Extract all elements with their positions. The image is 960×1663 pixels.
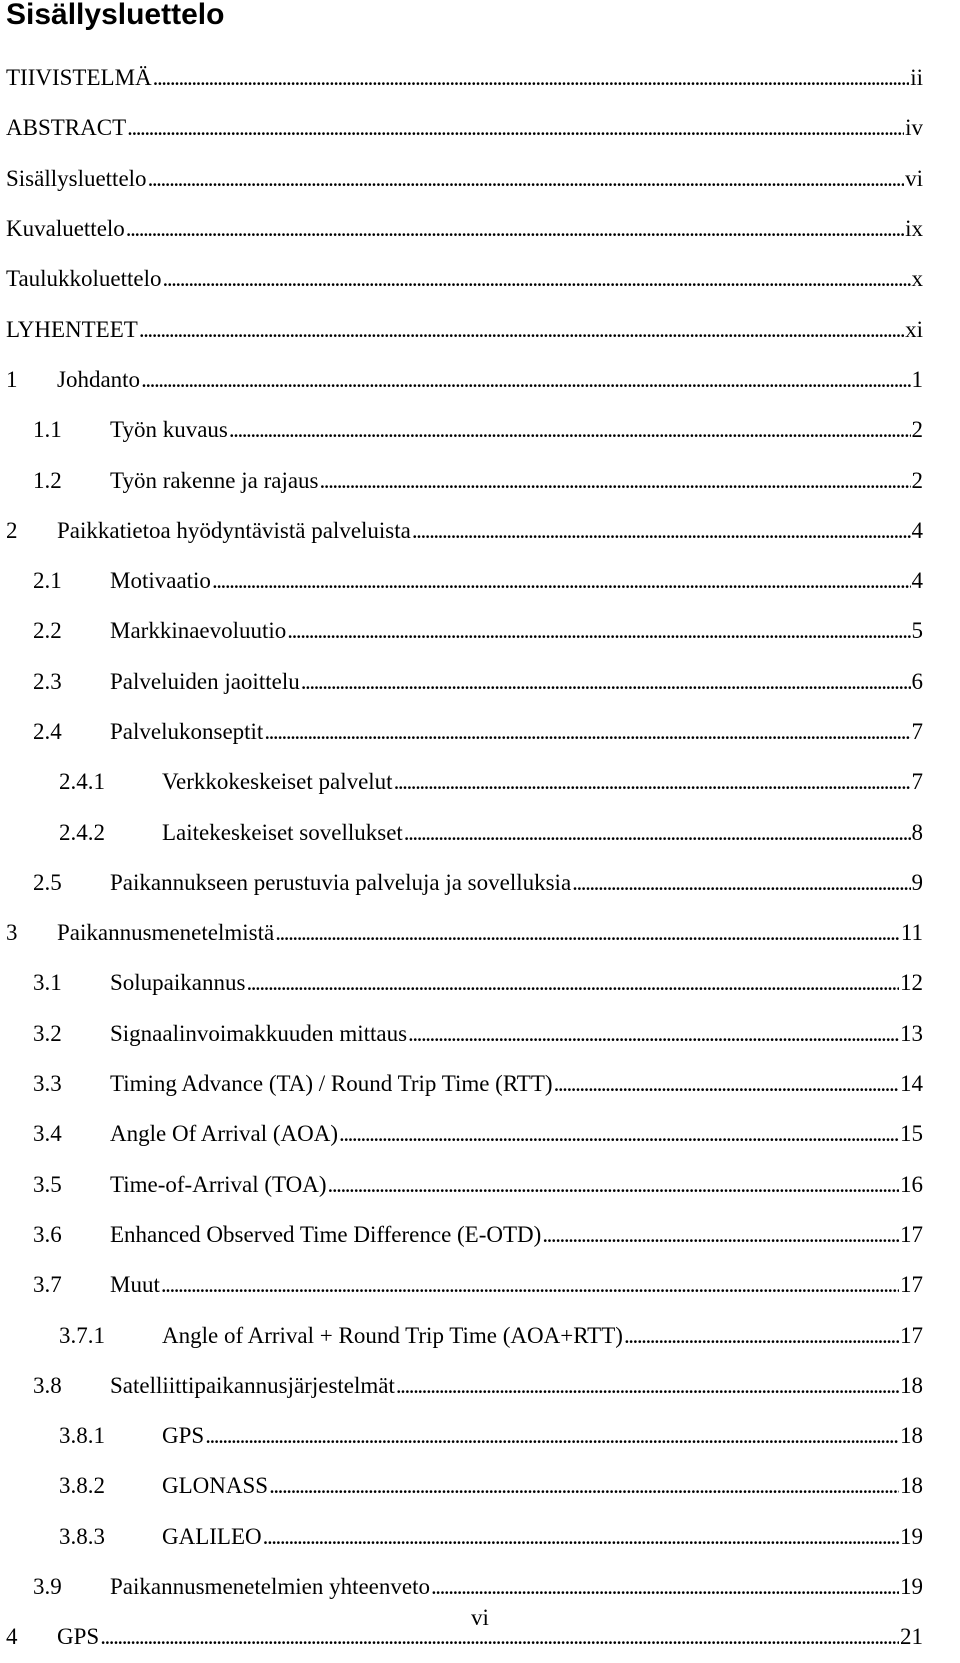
toc-entry-page: 21 bbox=[900, 1624, 923, 1650]
dot-leader bbox=[287, 617, 910, 645]
toc-entry-number: 1 bbox=[6, 366, 18, 392]
dot-leader bbox=[212, 567, 911, 595]
toc-entry-number: 3.7 bbox=[33, 1272, 62, 1298]
toc-entry[interactable] bbox=[6, 908, 923, 958]
toc-entry-number: 3.4 bbox=[33, 1121, 62, 1147]
toc-entry[interactable] bbox=[6, 707, 923, 757]
toc-entry[interactable] bbox=[6, 304, 923, 354]
toc-entry[interactable] bbox=[6, 1009, 923, 1059]
dot-leader bbox=[408, 1020, 899, 1048]
toc-entry-number: 2.2 bbox=[33, 618, 62, 644]
toc-entry-number: 3.8.2 bbox=[59, 1473, 105, 1499]
toc-entry-page: ix bbox=[905, 216, 923, 242]
dot-leader bbox=[163, 265, 911, 293]
toc-entry-page: 19 bbox=[900, 1574, 923, 1600]
toc-entry-title: Työn kuvaus bbox=[110, 417, 228, 443]
toc-entry-title: LYHENTEET bbox=[6, 316, 138, 342]
dot-leader bbox=[404, 819, 911, 847]
toc-entry-number: 3 bbox=[6, 920, 18, 946]
toc-entry[interactable] bbox=[6, 606, 923, 656]
toc-entry-page: 18 bbox=[900, 1423, 923, 1449]
toc-entry-title: Laitekeskeiset sovellukset bbox=[162, 819, 403, 845]
toc-entry[interactable] bbox=[6, 1411, 923, 1461]
dot-leader bbox=[339, 1120, 899, 1148]
toc-entry[interactable] bbox=[6, 405, 923, 455]
toc-entry[interactable] bbox=[6, 858, 923, 908]
toc-entry[interactable] bbox=[6, 556, 923, 606]
toc-entry[interactable] bbox=[6, 958, 923, 1008]
toc-entry-number: 3.8.3 bbox=[59, 1523, 105, 1549]
toc-entry-title: GPS bbox=[162, 1423, 205, 1449]
toc-entry-page: 17 bbox=[900, 1272, 923, 1298]
toc-entry-page: 18 bbox=[900, 1473, 923, 1499]
dot-leader bbox=[412, 517, 911, 545]
toc-entry-title: Johdanto bbox=[57, 366, 141, 392]
toc-entry-title: Satelliittipaikannusjärjestelmät bbox=[110, 1372, 395, 1398]
dot-leader bbox=[431, 1573, 899, 1601]
toc-entry-number: 3.8.1 bbox=[59, 1423, 105, 1449]
toc-entry-title: Markkinaevoluutio bbox=[110, 618, 287, 644]
toc-entry-page: 18 bbox=[900, 1372, 923, 1398]
dot-leader bbox=[161, 1271, 899, 1299]
toc-entry[interactable] bbox=[6, 103, 923, 153]
toc-entry[interactable] bbox=[6, 807, 923, 857]
toc-entry-number: 3.1 bbox=[33, 970, 62, 996]
toc-entry-title: Palvelukonseptit bbox=[110, 719, 264, 744]
toc-entry-page: 13 bbox=[900, 1020, 923, 1046]
toc-entry-page: 19 bbox=[900, 1523, 923, 1549]
toc-entry-title: Sisällysluettelo bbox=[6, 165, 147, 191]
toc-entry-number: 2.4 bbox=[33, 719, 62, 744]
toc-entry[interactable] bbox=[6, 154, 923, 204]
toc-entry-page: 5 bbox=[911, 618, 923, 644]
toc-entry-number: 2.4.1 bbox=[59, 769, 105, 795]
toc-entry-title: Signaalinvoimakkuuden mittaus bbox=[110, 1020, 408, 1046]
toc-entry-page: 11 bbox=[900, 920, 923, 946]
dot-leader bbox=[572, 869, 910, 897]
page-title: Sisällysluettelo bbox=[6, 0, 225, 31]
toc-entry-page: 4 bbox=[911, 517, 923, 543]
dot-leader bbox=[320, 467, 911, 495]
toc-entry[interactable] bbox=[6, 1059, 923, 1109]
toc-entry[interactable] bbox=[6, 1310, 923, 1360]
toc-entry-title: Muut bbox=[110, 1272, 160, 1298]
toc-entry-title: GALILEO bbox=[162, 1523, 262, 1549]
toc-entry-page: iv bbox=[905, 115, 923, 141]
toc-entry-title: ABSTRACT bbox=[6, 115, 127, 141]
toc-entry-title: Paikkatietoa hyödyntävistä palveluista bbox=[57, 517, 411, 543]
toc-entry-title: Taulukkoluettelo bbox=[6, 266, 162, 292]
toc-entry-number: 1.2 bbox=[33, 467, 62, 493]
toc-entry-page: ii bbox=[910, 65, 923, 91]
toc-entry-title: Time-of-Arrival (TOA) bbox=[110, 1171, 327, 1197]
dot-leader bbox=[269, 1472, 899, 1500]
toc-entry[interactable] bbox=[6, 657, 923, 707]
toc-entry[interactable] bbox=[6, 1109, 923, 1159]
toc-entry[interactable] bbox=[6, 1512, 923, 1562]
toc-entry-title: GPS bbox=[57, 1624, 100, 1650]
toc-entry-number: 2 bbox=[6, 517, 18, 543]
toc-entry-page: 6 bbox=[911, 668, 923, 694]
dot-leader bbox=[148, 165, 905, 193]
dot-leader bbox=[139, 316, 904, 344]
toc-entry-number: 2.5 bbox=[33, 869, 62, 895]
toc-entry-page: 14 bbox=[900, 1071, 923, 1097]
dot-leader bbox=[301, 668, 911, 696]
toc-entry-page: 15 bbox=[900, 1121, 923, 1147]
dot-leader bbox=[264, 718, 910, 746]
dot-leader bbox=[153, 64, 910, 92]
dot-leader bbox=[141, 366, 910, 394]
dot-leader bbox=[394, 768, 911, 796]
toc-entry[interactable] bbox=[6, 455, 923, 505]
toc-entry[interactable] bbox=[6, 355, 923, 405]
toc-entry-title: Solupaikannus bbox=[110, 970, 246, 996]
toc-entry-number: 1.1 bbox=[33, 417, 62, 443]
dot-leader bbox=[126, 215, 904, 243]
toc-entry-title: GLONASS bbox=[162, 1473, 269, 1499]
toc-entry[interactable] bbox=[6, 53, 923, 103]
dot-leader bbox=[275, 919, 900, 947]
toc-entry-title: Työn rakenne ja rajaus bbox=[110, 467, 319, 493]
toc-entry-number: 3.3 bbox=[33, 1071, 62, 1097]
toc-entry-page: 7 bbox=[911, 769, 923, 795]
toc-entry-page: vi bbox=[905, 165, 923, 191]
toc-entry[interactable] bbox=[6, 757, 923, 807]
dot-leader bbox=[246, 969, 899, 997]
toc-entry-page: 16 bbox=[900, 1171, 923, 1197]
toc-entry[interactable] bbox=[6, 254, 923, 304]
toc-entry[interactable] bbox=[6, 506, 923, 556]
dot-leader bbox=[127, 114, 904, 142]
toc-entry-number: 3.7.1 bbox=[59, 1322, 105, 1348]
toc-entry[interactable] bbox=[6, 1461, 923, 1511]
toc-entry-page: 7 bbox=[911, 719, 923, 744]
dot-leader bbox=[328, 1171, 899, 1199]
toc-entry-title: Kuvaluettelo bbox=[6, 216, 125, 242]
toc-entry-page: x bbox=[911, 266, 923, 292]
toc-entry-title: Timing Advance (TA) / Round Trip Time (RTT) bbox=[110, 1071, 553, 1097]
table-of-contents bbox=[6, 53, 923, 1663]
toc-entry-number: 2.4.2 bbox=[59, 819, 105, 845]
toc-entry-number: 3.6 bbox=[33, 1221, 62, 1247]
toc-entry-page: 8 bbox=[911, 819, 923, 845]
toc-entry-number: 3.8 bbox=[33, 1372, 62, 1398]
toc-entry-title: Enhanced Observed Time Difference (E-OTD) bbox=[110, 1221, 542, 1247]
toc-entry-number: 3.5 bbox=[33, 1171, 62, 1197]
toc-entry-page: 17 bbox=[900, 1221, 923, 1247]
toc-entry-page: 17 bbox=[900, 1322, 923, 1348]
dot-leader bbox=[205, 1422, 899, 1450]
toc-entry[interactable] bbox=[6, 204, 923, 254]
dot-leader bbox=[263, 1523, 899, 1551]
toc-entry-number: 3.2 bbox=[33, 1020, 62, 1046]
toc-entry-number: 2.3 bbox=[33, 668, 62, 694]
toc-entry-page: 4 bbox=[911, 568, 923, 594]
toc-entry-title: TIIVISTELMÄ bbox=[6, 65, 152, 91]
toc-entry-number: 2.1 bbox=[33, 568, 62, 594]
dot-leader bbox=[554, 1070, 899, 1098]
toc-entry-page: xi bbox=[905, 316, 923, 342]
dot-leader bbox=[542, 1221, 899, 1249]
toc-entry-title: Paikannusmenetelmien yhteenveto bbox=[110, 1574, 430, 1600]
dot-leader bbox=[229, 416, 911, 444]
dot-leader bbox=[396, 1372, 899, 1400]
toc-entry-page: 2 bbox=[911, 467, 923, 493]
toc-entry-title: Palveluiden jaoittelu bbox=[110, 668, 300, 694]
toc-entry-title: Paikannusmenetelmistä bbox=[57, 920, 275, 946]
toc-entry-number: 3.9 bbox=[33, 1574, 62, 1600]
page-number-footer: vi bbox=[471, 1605, 489, 1630]
toc-entry-page: 2 bbox=[911, 417, 923, 443]
toc-entry-title: Angle Of Arrival (AOA) bbox=[110, 1121, 339, 1147]
toc-entry-page: 1 bbox=[911, 366, 923, 392]
toc-entry-title: Motivaatio bbox=[110, 568, 211, 594]
toc-entry[interactable] bbox=[6, 1160, 923, 1210]
toc-entry-title: Paikannukseen perustuvia palveluja ja sovelluksia bbox=[110, 869, 572, 895]
toc-entry[interactable] bbox=[6, 1361, 923, 1411]
toc-entry-title: Verkkokeskeiset palvelut bbox=[162, 769, 393, 795]
toc-entry-page: 12 bbox=[900, 970, 923, 996]
dot-leader bbox=[624, 1322, 899, 1350]
toc-entry-title: Angle of Arrival + Round Trip Time (AOA+RTT) bbox=[162, 1322, 623, 1348]
toc-entry-page: 9 bbox=[911, 869, 923, 895]
toc-entry[interactable] bbox=[6, 1260, 923, 1310]
toc-entry[interactable] bbox=[6, 1210, 923, 1260]
toc-entry-number: 4 bbox=[6, 1624, 18, 1650]
